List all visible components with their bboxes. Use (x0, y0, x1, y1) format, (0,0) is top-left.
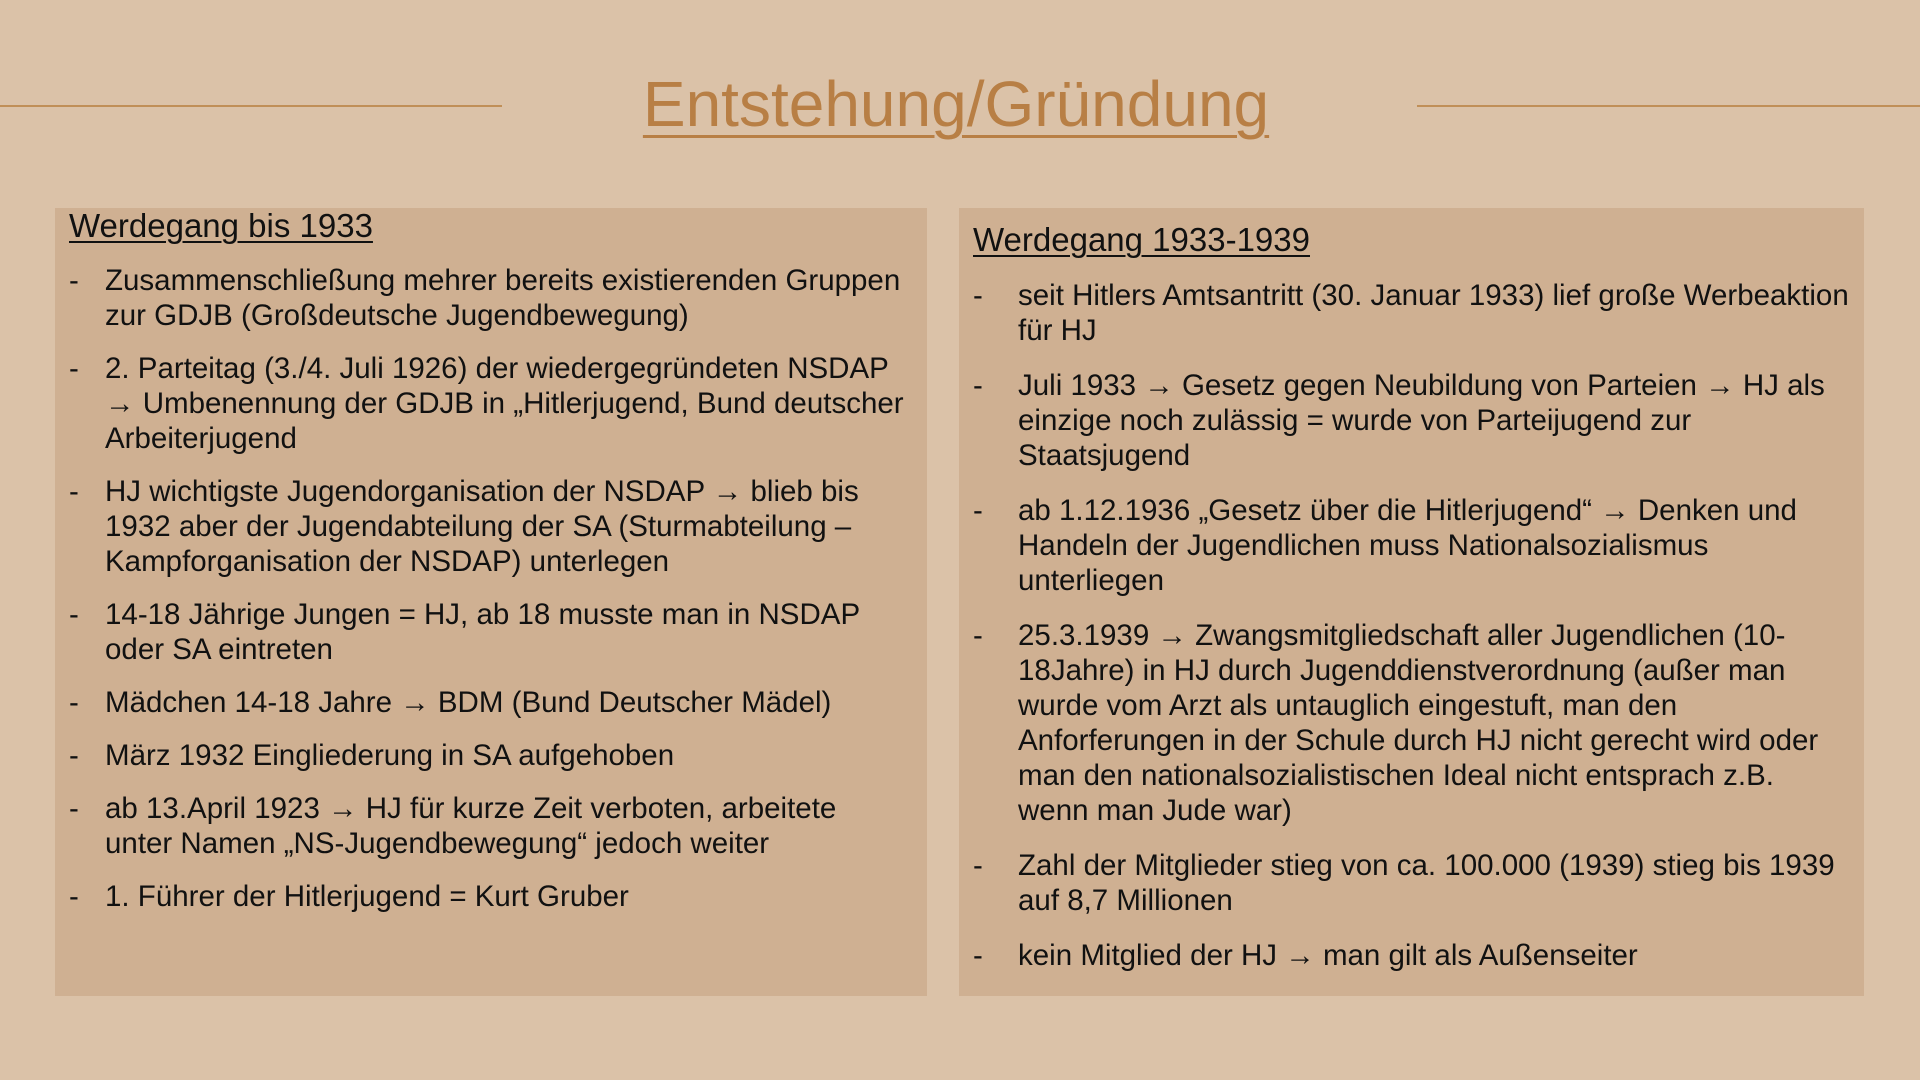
list-item (973, 368, 1852, 473)
list-item-text: März 1932 Eingliederung in SA aufgehoben (105, 739, 675, 772)
list-item (973, 618, 1852, 828)
right-item-list (973, 278, 1852, 973)
list-item (69, 597, 907, 667)
right-panel (959, 208, 1864, 996)
bullet-dash: - (973, 279, 983, 312)
bullet-dash: - (69, 352, 79, 385)
list-item-text: 25.3.1939 → Zwangsmitgliedschaft aller Jugendlichen (10-18Jahre) in HJ durch Jugenddienstverordnung (außer man wurde vom Arzt als untauglich eingestuft, man den Anforferungen in der Schule durch HJ nicht gerecht wird oder man den nationalsozialistischen Ideal nicht entsprach z.B. wenn man Jude war) (1018, 619, 1819, 827)
bullet-dash: - (973, 619, 983, 652)
list-item (973, 848, 1852, 918)
bullet-dash: - (69, 739, 79, 772)
list-item (973, 493, 1852, 598)
list-item (69, 474, 907, 579)
list-item-text: Mädchen 14-18 Jahre → BDM (Bund Deutscher Mädel) (105, 686, 832, 719)
list-item-text: Juli 1933 → Gesetz gegen Neubildung von Parteien → HJ als einzige noch zulässig = wurde von Parteijugend zur Staatsjugend (1018, 369, 1825, 472)
right-panel-heading: Werdegang 1933-1939 (973, 221, 1310, 258)
list-item-text: 14-18 Jährige Jungen = HJ, ab 18 musste man in NSDAP oder SA eintreten (105, 598, 860, 666)
list-item (69, 791, 907, 861)
list-item-text: HJ wichtigste Jugendorganisation der NSDAP → blieb bis 1932 aber der Jugendabteilung der SA (Sturmabteilung – Kampforganisation der NSDAP) unterlegen (105, 475, 859, 578)
bullet-dash: - (69, 686, 79, 719)
bullet-dash: - (69, 264, 79, 297)
list-item-text: Zahl der Mitglieder stieg von ca. 100.000 (1939) stieg bis 1939 auf 8,7 Millionen (1018, 849, 1835, 917)
list-item (69, 879, 907, 914)
list-item (973, 278, 1852, 348)
slide-title: Entstehung/Gründung (642, 68, 1270, 140)
bullet-dash: - (973, 939, 983, 972)
list-item (973, 938, 1852, 973)
list-item-text: 2. Parteitag (3./4. Juli 1926) der wiedergegründeten NSDAP → Umbenennung der GDJB in „Hitlerjugend, Bund deutscher Arbeiterjugend (105, 352, 904, 455)
bullet-dash: - (69, 598, 79, 631)
list-item-text: 1. Führer der Hitlerjugend = Kurt Gruber (105, 880, 629, 913)
bullet-dash: - (973, 369, 983, 402)
bullet-dash: - (973, 849, 983, 882)
list-item (69, 263, 907, 333)
list-item (69, 351, 907, 456)
list-item-text: ab 1.12.1936 „Gesetz über die Hitlerjugend“ → Denken und Handeln der Jugendlichen muss Nationalsozialismus unterliegen (1018, 494, 1797, 597)
left-panel-heading: Werdegang bis 1933 (69, 207, 373, 244)
list-item-text: ab 13.April 1923 → HJ für kurze Zeit verboten, arbeitete unter Namen „NS-Jugendbewegung“ jedoch weiter (105, 792, 837, 860)
bullet-dash: - (69, 475, 79, 508)
left-item-list (69, 263, 907, 914)
list-item-text: seit Hitlers Amtsantritt (30. Januar 1933) lief große Werbeaktion für HJ (1018, 279, 1849, 347)
list-item (69, 685, 907, 720)
list-item-text: kein Mitglied der HJ → man gilt als Außenseiter (1018, 939, 1638, 972)
list-item-text: Zusammenschließung mehrer bereits existierenden Gruppen zur GDJB (Großdeutsche Jugendbewegung) (105, 264, 901, 332)
bullet-dash: - (69, 792, 79, 825)
bullet-dash: - (973, 494, 983, 527)
list-item (69, 738, 907, 773)
left-panel (55, 208, 927, 996)
bullet-dash: - (69, 880, 79, 913)
